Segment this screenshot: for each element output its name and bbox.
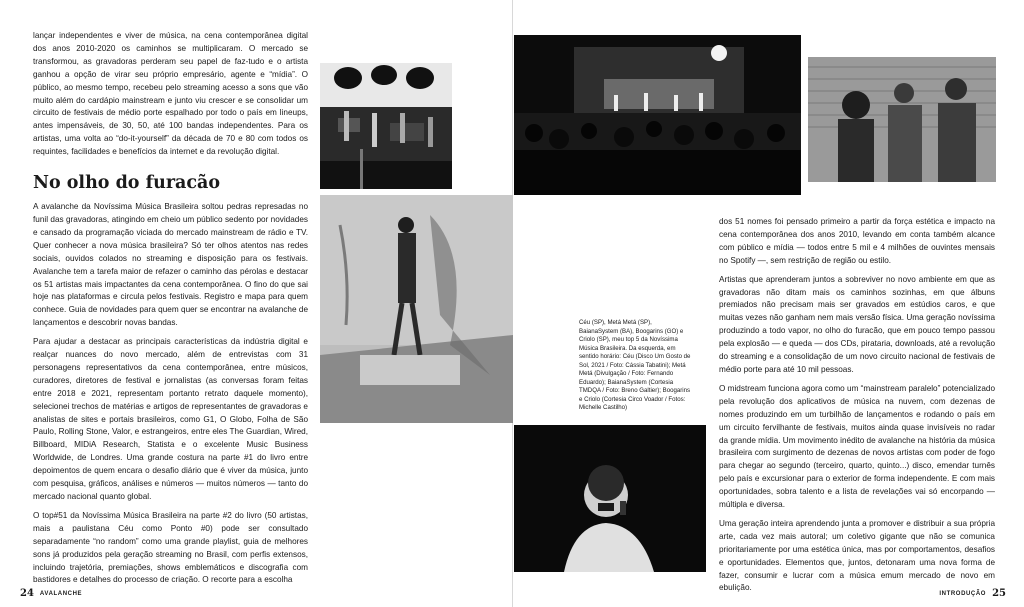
photo-concert-crowd [514, 35, 801, 195]
page-number: 25 [992, 588, 1006, 599]
photo-singer [514, 425, 706, 572]
section-heading: No olho do furacão [33, 173, 221, 194]
body-paragraph: Artistas que aprenderam juntos a sobreviver no novo ambiente em que as gravadoras não ditam mais os caminhos sozinhas, em que álbuns premiados não precisam mais ser gravados em estúdios caros, e que muitas vezes não ganham nem mais versão física. Uma geração novíssima produzindo a todo vapor, no olho do furacão, que em pouco tempo passou pela explosão — e queda — dos CDs, pirataria, downloads, até a revolução do streaming e a consolidação de um novo circuito nacional de festivais de médio porte para até 10 mil pessoas. [719, 274, 995, 374]
body-paragraph: dos 51 nomes foi pensado primeiro a partir da força estética e impacto na cena contemporânea dos anos 2010, levando em conta também alcance com público e mídia — todos entre 5 mil e 4 milhões de ouvintes mensais no Spotify —, sem restrição de região ou estilo. [719, 217, 995, 265]
page-number: 24 [20, 588, 34, 599]
folio-left [20, 588, 88, 599]
running-header: AVALANCHE [39, 591, 83, 597]
intro-paragraph: lançar independentes e viver de música, na cena contemporânea digital dos anos 2010-2020 os caminhos se multiplicaram. O mercado se transformou, as gravadoras perderam seu papel de faz-tudo e o artista ganhou a opção de virar seu próprio empresário, agente e “mídia”. O público, ao mesmo tempo, recebeu pelo streaming acesso a sons que vão muito além do cardápio mainstream e junto viu crescer e se consolidar um circuito de festivais de médio porte espalhado por todo o país em lineups, antes impensáveis, de 30, 50, até 100 bandas independentes. Para os artistas, uma volta ao “do-it-yourself” da década de 70 e 80 com todos os requintes, facilidades e benefícios da internet e da revolução digital. [33, 31, 308, 157]
photo-caption: Céu (SP), Metá Metá (SP), BaianaSystem (BA), Boogarins (GO) e Criolo (SP), meu top 5 da Novíssima Música Brasileira. Da esquerda, em sentido horário: Céu (Disco Um Gosto de Sol, 2021 / Foto: Cássia Tabatini); Metá Metá (Divulgação / Foto: Fernando Eduardo); BaianaSystem (Cortesia TMDQA / Foto: Breno Galtier); Boogarins e Criolo (Cortesia Circo Voador / Fotos: Michelle Castilho) [579, 319, 691, 412]
photo-band-trio [808, 57, 996, 182]
left-text-column [33, 30, 308, 593]
folio-right [933, 588, 1006, 599]
running-header: INTRODUÇÃO [939, 591, 987, 597]
body-paragraph: A avalanche da Novíssima Música Brasileira soltou pedras represadas no funil das gravadoras, atingindo em cheio um público sedento por novidades e cansado da programação viciada do mercado mainstream de rádio e TV. Quer conhecer a nova música brasileira? Só ter olhos atentos nas redes sociais, ouvidos colados no streaming e disposição para os festivais. Avalanche tem a tarefa maior de refazer o caminho das pérolas e destacar os 51 artistas mais impactantes da cena contemporânea. O fino do que sai hoje nas plataformas e circula pelos festivais. Registro e mapa para quem conhece. Guia de novidades para quem quer se encontrar na avalanche de lançamentos e descobrir novas bandas. [33, 202, 308, 328]
body-paragraph: Uma geração inteira aprendendo junta a promover e distribuir a sua própria arte, cada vez mais autoral; um coletivo gigante que não se comunica prioritariamente por uma estética única, mas por comportamentos, desafios e oportunidades. Elementos que, juntos, detonaram uma nova forma de fazer, consumir e lucrar com a música emum mercado de novo em ebulição. [719, 518, 995, 593]
body-paragraph: O midstream funciona agora como um “mainstream paralelo” potencializado pela revolução dos aplicativos de música na nuvem, com dezenas de nomes produzindo em um turbilhão de lançamentos e rodando o país em um circuito fervilhante de festivais, muitos ainda quase invisíveis no radar da grande mídia. Um movimento inédito de avalanche na história da música brasileira com surgimento de dezenas de novos artistas com poder de fogo para chegar ao segundo (terceiro, quarto, quinto...) disco, emendar turnês pelo país e excursionar para o exterior de forma independente. E com mais oportunidades, sobra talento e a lista de revelações vai só encorpando — múltipla e diversa. [719, 383, 995, 510]
body-paragraph: Para ajudar a destacar as principais características da indústria digital e realçar nuances do novo mercado, além de entrevistas com 31 personagens representativos da cena contemporânea, entre músicos, curadores, diretores de festival e jornalistas (as conversas foram feitas entre 2018 e 2021, representam portanto retrato daquele momento), selecionei trechos de matérias e artigos de representantes de gravadoras e analistas de sites e portais brasileiros, como G1, O Globo, Folha de São Paulo, Rolling Stone, Valor, e estrangeiros, entre eles The Guardian, Wired, Billboard, MIDiA Research, Statista e o excelente Music Business Worldwide, de Londres. Uma grande costura na parte #1 do livro entre depoimentos de quem encara o desafio diário que é viver da música, junto com pesquisa, gráficos, análises e números — muitos números — tanto do mercado nacional quanto global. [33, 337, 308, 501]
photo-band-stage [320, 63, 452, 189]
right-text-column [719, 216, 995, 601]
body-paragraph: O top#51 da Novíssima Música Brasileira na parte #2 do livro (50 artistas, mais a paulistana Céu como Ponto #0) pode ser consultado separadamente “no random” como uma grande playlist, guia de melhores sons já produzidos pela geração streaming no Brasil, com perfis extensos, incluindo trajetória, premiações, shows emblemáticos e discografia com bastidores e detalhes do processo de criação. O recorte para a escolha [33, 510, 308, 585]
photo-dancer [320, 195, 513, 423]
